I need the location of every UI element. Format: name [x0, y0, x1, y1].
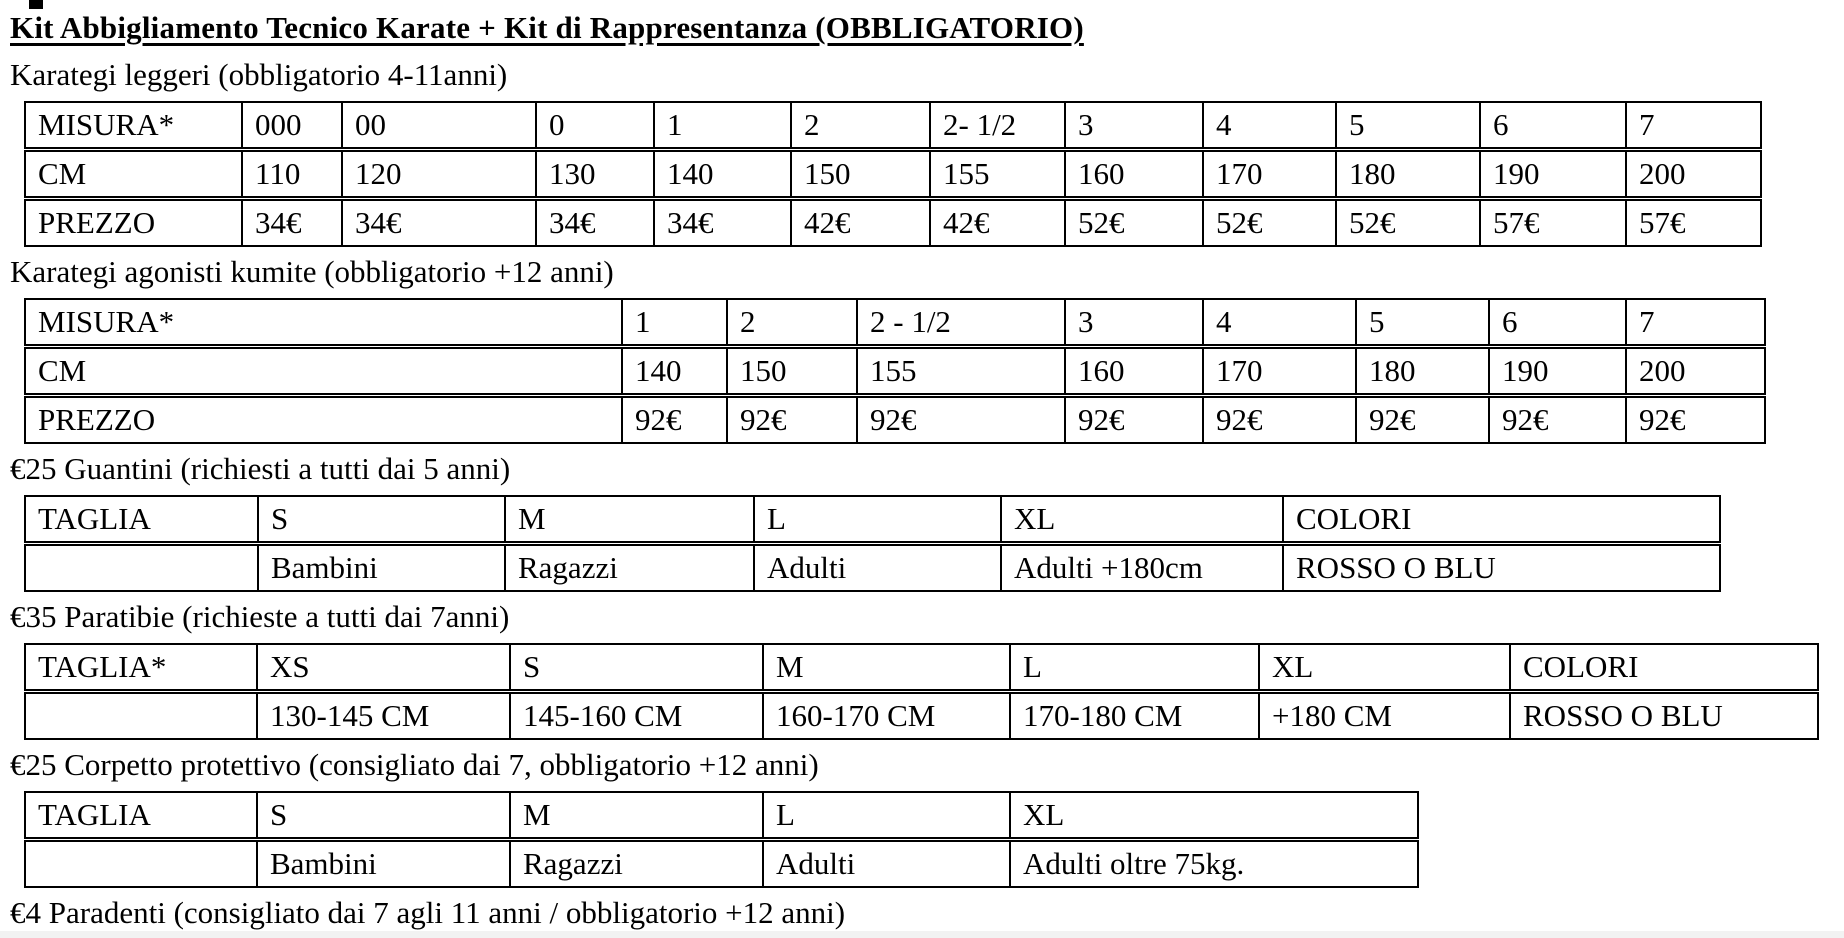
- table-cell: Adulti +180cm: [1001, 544, 1283, 592]
- table-cell: 190: [1489, 347, 1626, 396]
- table-cell: +180 CM: [1259, 692, 1510, 740]
- table-cell: 3: [1065, 299, 1203, 347]
- table-cell: 160-170 CM: [763, 692, 1010, 740]
- document-title: Kit Abbigliamento Tecnico Karate + Kit di Rappresentanza (OBBLIGATORIO): [10, 10, 1084, 45]
- table-cell: 2- 1/2: [930, 102, 1065, 150]
- table-cell: 92€: [1203, 396, 1356, 444]
- table-cell: MISURA*: [25, 299, 622, 347]
- table-cell: 92€: [727, 396, 857, 444]
- table-cell: 110: [242, 150, 342, 199]
- table-cell: 6: [1489, 299, 1626, 347]
- table-cell: 52€: [1065, 199, 1203, 247]
- karategi-leggeri-table: [24, 101, 1762, 247]
- guantini-table: [24, 495, 1721, 592]
- table-cell: 34€: [536, 199, 654, 247]
- table-cell: 170: [1203, 347, 1356, 396]
- table-cell: TAGLIA: [25, 792, 257, 840]
- table-cell: CM: [25, 150, 242, 199]
- table-cell: XS: [257, 644, 510, 692]
- section-heading-paradenti: €4 Paradenti (consigliato dai 7 agli 11 anni / obbligatorio +12 anni): [10, 895, 846, 930]
- table-cell: 150: [727, 347, 857, 396]
- table-cell: 0: [536, 102, 654, 150]
- table-cell: 160: [1065, 347, 1203, 396]
- table-cell: 145-160 CM: [510, 692, 763, 740]
- table-cell: 1: [654, 102, 791, 150]
- table-cell: Adulti oltre 75kg.: [1010, 840, 1418, 888]
- table-cell: 155: [930, 150, 1065, 199]
- table-row: [25, 692, 1818, 740]
- table-cell: [25, 544, 258, 592]
- table-cell: 92€: [1626, 396, 1765, 444]
- table-cell: 170: [1203, 150, 1336, 199]
- table-cell: COLORI: [1283, 496, 1720, 544]
- table-cell: M: [510, 792, 763, 840]
- table-cell: 150: [791, 150, 930, 199]
- table-cell: 1: [622, 299, 727, 347]
- page-bottom-edge: [0, 931, 1844, 938]
- table-cell: Ragazzi: [510, 840, 763, 888]
- table-cell: 2 - 1/2: [857, 299, 1065, 347]
- table-cell: XL: [1259, 644, 1510, 692]
- table-cell: M: [505, 496, 754, 544]
- table-row: [25, 150, 1761, 199]
- table-row: [25, 299, 1765, 347]
- table-cell: 7: [1626, 102, 1761, 150]
- table-cell: 140: [654, 150, 791, 199]
- section-heading-karategi-agonisti: Karategi agonisti kumite (obbligatorio +12 anni): [10, 254, 614, 289]
- table-cell: 170-180 CM: [1010, 692, 1259, 740]
- table-cell: 155: [857, 347, 1065, 396]
- table-cell: CM: [25, 347, 622, 396]
- table-cell: 92€: [1489, 396, 1626, 444]
- table-cell: 130: [536, 150, 654, 199]
- table-cell: 57€: [1480, 199, 1626, 247]
- table-row: [25, 840, 1418, 888]
- table-cell: 200: [1626, 347, 1765, 396]
- table-cell: 52€: [1203, 199, 1336, 247]
- table-cell: 42€: [930, 199, 1065, 247]
- table-cell: S: [258, 496, 505, 544]
- table-cell: Ragazzi: [505, 544, 754, 592]
- paratibie-table: [24, 643, 1819, 740]
- table-cell: ROSSO O BLU: [1283, 544, 1720, 592]
- table-cell: 00: [342, 102, 536, 150]
- table-cell: 92€: [622, 396, 727, 444]
- table-row: [25, 496, 1720, 544]
- table-cell: L: [763, 792, 1010, 840]
- table-cell: 190: [1480, 150, 1626, 199]
- table-cell: [25, 840, 257, 888]
- section-heading-karategi-leggeri: Karategi leggeri (obbligatorio 4-11anni): [10, 57, 508, 92]
- table-cell: 34€: [342, 199, 536, 247]
- table-row: [25, 396, 1765, 444]
- table-cell: 4: [1203, 102, 1336, 150]
- table-cell: Adulti: [754, 544, 1001, 592]
- table-row: [25, 644, 1818, 692]
- section-heading-guantini: €25 Guantini (richiesti a tutti dai 5 anni): [10, 451, 511, 486]
- table-cell: S: [510, 644, 763, 692]
- table-cell: 6: [1480, 102, 1626, 150]
- table-cell: 130-145 CM: [257, 692, 510, 740]
- table-row: [25, 102, 1761, 150]
- table-cell: TAGLIA*: [25, 644, 257, 692]
- table-cell: 34€: [654, 199, 791, 247]
- table-cell: L: [754, 496, 1001, 544]
- table-cell: ROSSO O BLU: [1510, 692, 1818, 740]
- table-cell: 2: [791, 102, 930, 150]
- table-cell: 160: [1065, 150, 1203, 199]
- table-cell: Bambini: [258, 544, 505, 592]
- corpetto-table: [24, 791, 1419, 888]
- table-cell: 000: [242, 102, 342, 150]
- table-cell: Bambini: [257, 840, 510, 888]
- table-cell: 52€: [1336, 199, 1480, 247]
- table-cell: M: [763, 644, 1010, 692]
- table-cell: [25, 692, 257, 740]
- table-row: [25, 544, 1720, 592]
- table-cell: 34€: [242, 199, 342, 247]
- table-cell: 140: [622, 347, 727, 396]
- table-cell: 3: [1065, 102, 1203, 150]
- table-cell: 4: [1203, 299, 1356, 347]
- table-cell: 7: [1626, 299, 1765, 347]
- table-cell: TAGLIA: [25, 496, 258, 544]
- table-cell: XL: [1010, 792, 1418, 840]
- table-cell: 92€: [1356, 396, 1489, 444]
- table-cell: XL: [1001, 496, 1283, 544]
- table-cell: MISURA*: [25, 102, 242, 150]
- section-heading-paratibie: €35 Paratibie (richieste a tutti dai 7anni): [10, 599, 510, 634]
- table-cell: 180: [1336, 150, 1480, 199]
- table-cell: 120: [342, 150, 536, 199]
- table-cell: 180: [1356, 347, 1489, 396]
- table-cell: 5: [1336, 102, 1480, 150]
- table-cell: S: [257, 792, 510, 840]
- table-row: [25, 792, 1418, 840]
- table-cell: L: [1010, 644, 1259, 692]
- table-cell: 5: [1356, 299, 1489, 347]
- table-cell: 2: [727, 299, 857, 347]
- screenshot-edge-artifact: [29, 0, 43, 9]
- karategi-agonisti-table: [24, 298, 1766, 444]
- table-cell: 92€: [1065, 396, 1203, 444]
- table-cell: Adulti: [763, 840, 1010, 888]
- table-cell: 57€: [1626, 199, 1761, 247]
- table-cell: PREZZO: [25, 396, 622, 444]
- table-cell: 200: [1626, 150, 1761, 199]
- table-row: [25, 199, 1761, 247]
- table-cell: COLORI: [1510, 644, 1818, 692]
- table-row: [25, 347, 1765, 396]
- table-cell: 42€: [791, 199, 930, 247]
- table-cell: PREZZO: [25, 199, 242, 247]
- table-cell: 92€: [857, 396, 1065, 444]
- section-heading-corpetto: €25 Corpetto protettivo (consigliato dai 7, obbligatorio +12 anni): [10, 747, 819, 782]
